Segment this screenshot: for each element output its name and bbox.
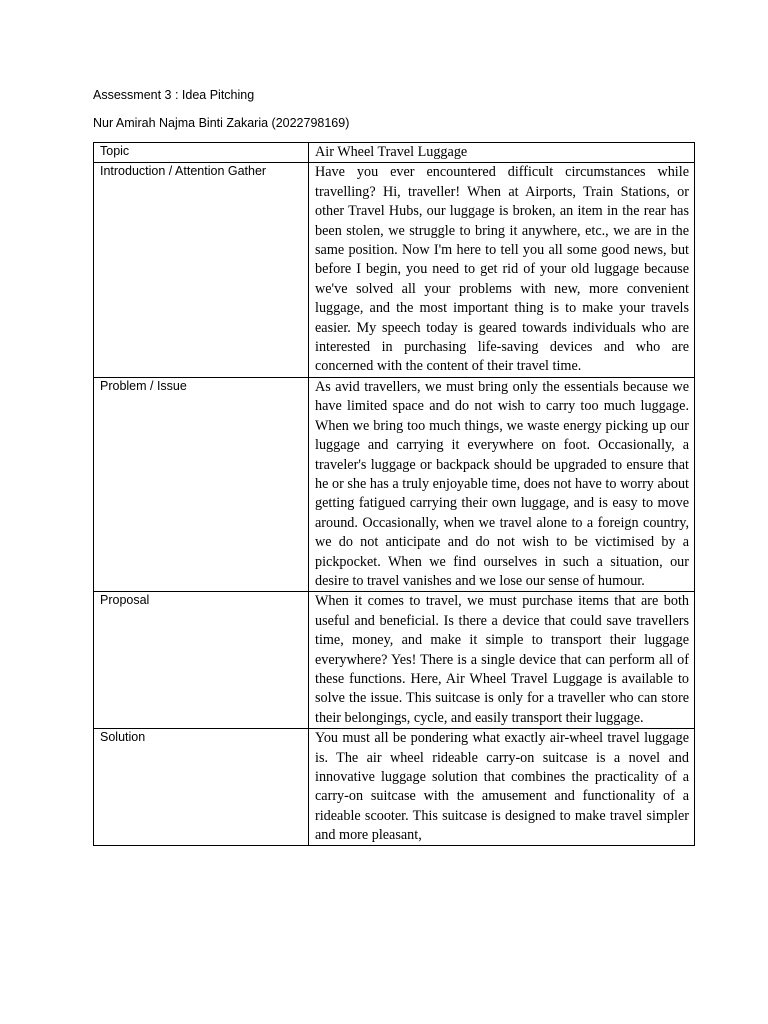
problem-text: As avid travellers, we must bring only the essentials because we have limited space and do not wish to carry too much luggage. When we bring too much things, we waste energy picking up our luggage and carrying it everywhere on foot. Occasionally, a traveler's luggage or backpack should be upgraded to ensure that he or she has a truly enjoyable time, does not have to worry about getting fatigued carrying their own luggage, and is easy to move around. Occasionally, when we travel alone to a foreign country, we do not anticipate and do not wish to be victimised by a pickpocket. When we find ourselves in such a situation, our desire to travel vanishes and we lose our sense of humour. [309,377,695,591]
table-row-solution [94,729,695,846]
table-row-introduction [94,163,695,377]
assessment-title: Assessment 3 : Idea Pitching [93,88,255,102]
solution-text: You must all be pondering what exactly air-wheel travel luggage is. The air wheel rideable carry-on suitcase is a novel and innovative luggage solution that combines the practicality of a carry-on suitcase with the amusement and functionality of a rideable scooter. This suitcase is designed to make travel simpler and more pleasant, [315,730,689,844]
student-name: Nur Amirah Najma Binti Zakaria (2022798169) [93,116,350,130]
proposal-text: When it comes to travel, we must purchase items that are both useful and beneficial. Is there a device that could save travellers time, money, and make it simple to transport their luggage everywhere? Yes! There is a single device that can perform all of these functions. Here, Air Wheel Travel Luggage is available to solve the issue. This suitcase is only for a traveller who can store their belongings, cycle, and easily transport their luggage. [309,592,695,729]
row-label-introduction: Introduction / Attention Gather [94,163,309,377]
table-row-topic [94,143,695,163]
idea-pitch-table [93,142,695,846]
row-label-topic: Topic [94,143,309,163]
introduction-text: Have you ever encountered difficult circumstances while travelling? Hi, traveller! When at Airports, Train Stations, or other Travel Hubs, our luggage is broken, an item in the rear has been stolen, we struggle to bring it anywhere, etc., we are in the same position. Now I'm here to tell you all some good news, but before I begin, you need to get rid of your old luggage because we've solved all your problems with new, more convenient luggage, and the most important thing is to make your travels easier. My speech today is geared towards individuals who are interested in purchasing life-saving devices and who are concerned with the content of their travel time. [309,163,695,377]
solution-cell [309,729,695,846]
table-row-proposal [94,592,695,729]
row-label-solution: Solution [94,729,309,846]
row-label-problem: Problem / Issue [94,377,309,591]
row-label-proposal: Proposal [94,592,309,729]
table-row-problem [94,377,695,591]
topic-value: Air Wheel Travel Luggage [309,143,695,163]
